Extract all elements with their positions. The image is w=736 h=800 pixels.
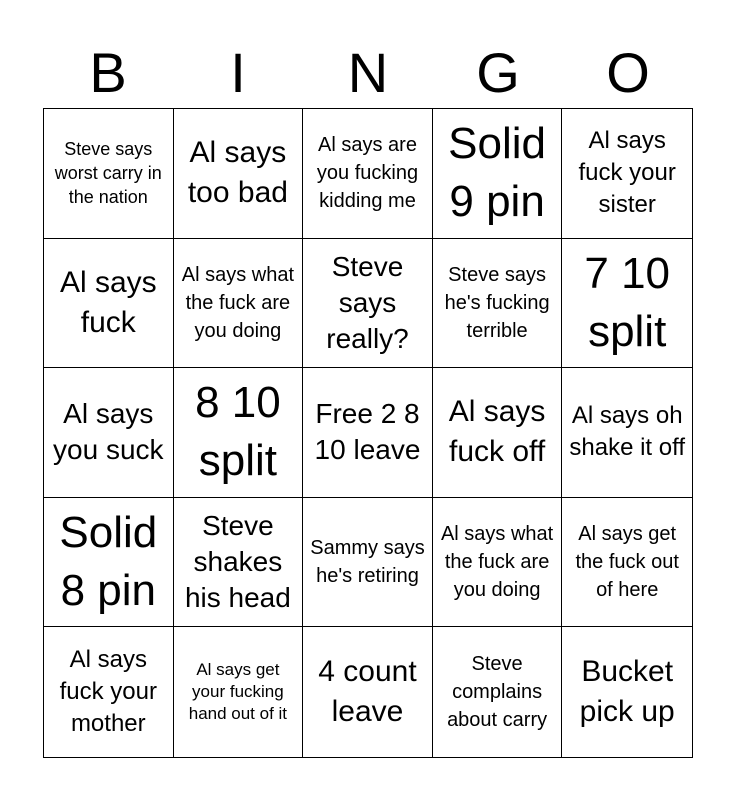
cell-text: Al says get your fucking hand out of it (188, 660, 288, 724)
bingo-cell-r3c4[interactable] (433, 368, 563, 498)
bingo-cell-r4c4[interactable] (433, 498, 563, 628)
bingo-cell-r4c2[interactable] (174, 498, 304, 628)
header-letter-g: G (476, 41, 520, 104)
bingo-cell-r2c5[interactable] (562, 239, 692, 369)
bingo-cell-r4c1[interactable] (44, 498, 174, 628)
cell-text: Sammy says he's retiring (310, 537, 425, 588)
cell-text: Al says get the fuck out of here (575, 523, 679, 602)
bingo-cell-r3c5[interactable] (562, 368, 692, 498)
bingo-cell-r1c5[interactable] (562, 109, 692, 239)
bingo-cell-r2c4[interactable] (433, 239, 563, 369)
bingo-cell-r1c3[interactable] (303, 109, 433, 239)
cell-text: Steve complains about carry (447, 653, 548, 732)
cell-text: 8 10 split (195, 378, 281, 486)
bingo-cell-r1c4[interactable] (433, 109, 563, 239)
cell-text: 7 10 split (584, 248, 671, 356)
cell-text: Steve says worst carry in the nation (54, 139, 162, 208)
cell-text: Al says what the fuck are you doing (440, 523, 554, 602)
cell-text: Bucket pick up (579, 655, 675, 729)
cell-text: Al says fuck your mother (59, 646, 157, 738)
bingo-header (43, 40, 693, 106)
header-letter-i: I (230, 41, 246, 104)
cell-text: Al says too bad (187, 136, 288, 210)
cell-text: Solid 8 pin (59, 508, 158, 616)
bingo-cell-r2c2[interactable] (174, 239, 304, 369)
bingo-cell-r3c1[interactable] (44, 368, 174, 498)
header-letter-n: N (347, 41, 389, 104)
cell-text: Solid 9 pin (448, 119, 547, 227)
bingo-cell-r5c5[interactable] (562, 627, 692, 757)
bingo-cell-r4c3[interactable] (303, 498, 433, 628)
cell-text: Al says fuck (59, 265, 157, 339)
cell-text: Al says what the fuck are you doing (181, 263, 295, 342)
cell-text: Al says oh shake it off (569, 402, 686, 462)
cell-text: Al says are you fucking kidding me (316, 134, 419, 213)
cell-text: Steve shakes his head (184, 510, 291, 614)
bingo-cell-r2c3[interactable] (303, 239, 433, 369)
bingo-cell-r5c4[interactable] (433, 627, 563, 757)
bingo-cell-r3c2[interactable] (174, 368, 304, 498)
bingo-cell-r1c2[interactable] (174, 109, 304, 239)
cell-text: 4 count leave (318, 655, 417, 729)
bingo-cell-r5c2[interactable] (174, 627, 304, 757)
header-letter-o: O (606, 41, 650, 104)
cell-text: Steve says really? (326, 250, 409, 354)
cell-text: Al says you suck (53, 398, 164, 466)
header-letter-b: B (89, 41, 127, 104)
bingo-cell-free[interactable] (303, 368, 433, 498)
bingo-cell-r5c1[interactable] (44, 627, 174, 757)
cell-text: Al says fuck off (448, 395, 546, 469)
bingo-cell-r5c3[interactable] (303, 627, 433, 757)
cell-text: Free 2 8 10 leave (314, 398, 421, 466)
bingo-cell-r1c1[interactable] (44, 109, 174, 239)
bingo-cell-r2c1[interactable] (44, 239, 174, 369)
cell-text: Al says fuck your sister (578, 127, 676, 219)
bingo-cell-r4c5[interactable] (562, 498, 692, 628)
bingo-board (43, 108, 693, 758)
cell-text: Steve says he's fucking terrible (444, 263, 550, 342)
